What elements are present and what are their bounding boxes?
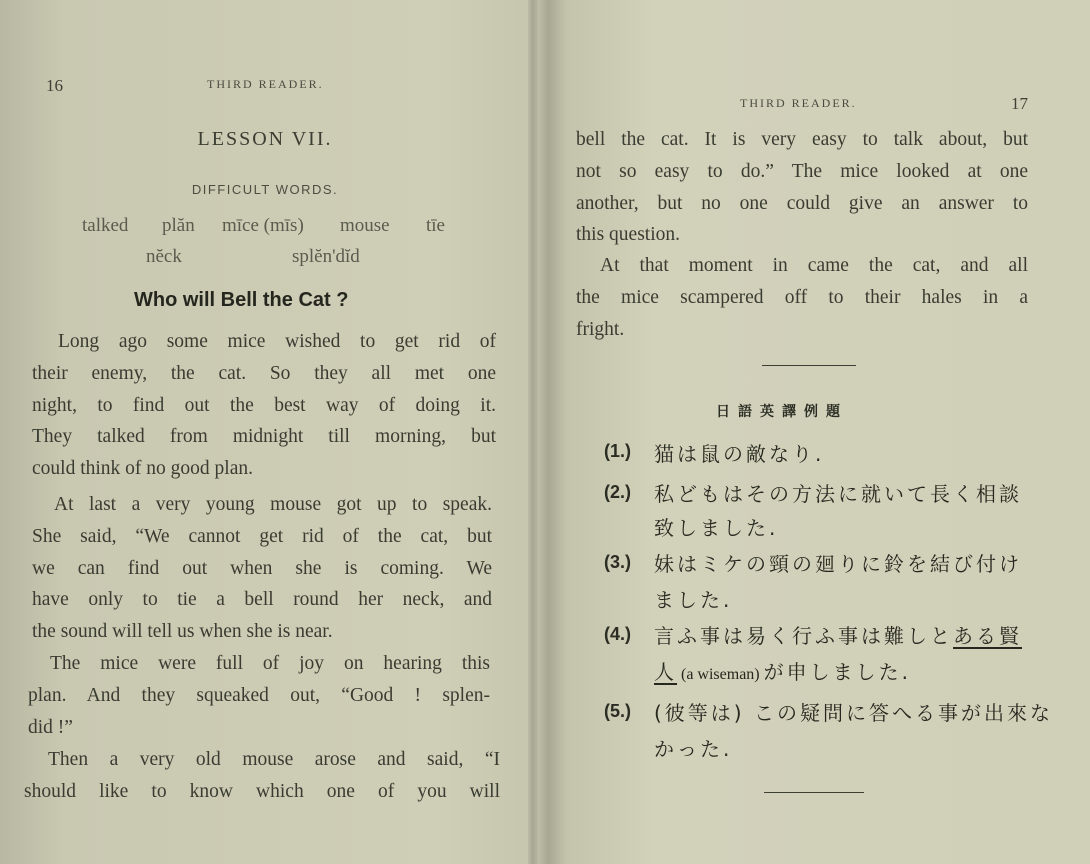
exercise-text-part: 言ふ事は易く行ふ事は難しと (654, 624, 953, 648)
text-line: did !” (28, 716, 73, 738)
text-line: not so easy to do.” The mice looked at one (576, 160, 1028, 182)
text-line: should like to know which one of you will (24, 780, 500, 802)
text-line: fright. (576, 318, 625, 340)
text-line: this question. (576, 224, 681, 246)
exercise-text: 致しました. (654, 516, 779, 540)
running-head-right: THIRD READER. (740, 96, 857, 110)
text-line: we can find out when she is coming. We (32, 557, 492, 579)
text-line: Then a very old mouse arose and said, “I (48, 749, 500, 770)
vocab-word: talked (82, 215, 129, 236)
exercise-text (654, 656, 911, 685)
underlined-phrase: 人 (654, 660, 677, 684)
exercise-number: (5.) (604, 701, 631, 721)
left-page (0, 0, 528, 864)
text-line: Long ago some mice wished to get rid of (58, 331, 496, 352)
paragraph (576, 124, 1028, 251)
paragraph (28, 648, 490, 743)
exercise-number: (1.) (604, 441, 631, 461)
english-gloss: (a wiseman) (677, 666, 764, 683)
page-number-left: 16 (46, 76, 63, 95)
text-line: bell the cat. It is very easy to talk about, but (576, 129, 1028, 150)
exercise-text: 妹はミケの頸の廻りに鈴を結び付け (654, 552, 1022, 576)
paragraph (32, 326, 496, 485)
exercise-title: 日語英譯例題 (716, 404, 848, 420)
underlined-phrase: ある賢 (953, 624, 1022, 648)
text-line: They talked from midnight till morning, but (32, 426, 496, 448)
text-line: night, to find out the best way of doing it. (32, 394, 496, 416)
exercise-number: (3.) (604, 552, 631, 572)
difficult-words-heading: DIFFICULT WORDS. (191, 182, 339, 197)
right-page (540, 0, 1090, 864)
section-divider (764, 792, 864, 793)
exercise-text-part: が申しました. (763, 660, 911, 684)
exercise-text (654, 620, 1022, 649)
running-head-left: THIRD READER. (207, 77, 324, 91)
exercise-text: ました. (654, 588, 733, 612)
book-gutter (528, 0, 538, 864)
text-line: She said, “We cannot get rid of the cat, but (32, 525, 492, 547)
paragraph (24, 744, 500, 808)
text-line: the sound will tell us when she is near. (32, 621, 333, 643)
text-line: their enemy, the cat. So they all met one (32, 362, 496, 384)
text-line: another, but no one could give an answer to (576, 192, 1028, 214)
text-line: could think of no good plan. (32, 458, 253, 480)
text-line: At that moment in came the cat, and all (600, 255, 1028, 276)
vocab-word: mīce (mīs) (222, 215, 304, 236)
vocab-word: plăn (162, 215, 195, 236)
text-line: At last a very young mouse got up to speak. (54, 494, 492, 515)
text-line: plan. And they squeaked out, “Good ! splen- (28, 684, 490, 706)
page-number-right: 17 (1011, 94, 1028, 113)
paragraph (576, 250, 1028, 345)
text-line: have only to tie a bell round her neck, and (32, 589, 492, 611)
story-title: Who will Bell the Cat ? (134, 289, 349, 311)
vocab-word: nĕck (146, 246, 182, 267)
exercise-text: (彼等は) この疑問に答へる事が出來な (654, 701, 1053, 725)
exercise-number: (2.) (604, 482, 631, 502)
text-line: The mice were full of joy on hearing this (50, 653, 490, 674)
exercise-text: 私どもはその方法に就いて長く相談 (654, 482, 1022, 506)
paragraph (32, 489, 492, 648)
lesson-title: LESSON VII. (197, 128, 333, 150)
exercise-number: (4.) (604, 624, 631, 644)
text-line: the mice scampered off to their hales in a (576, 286, 1028, 308)
vocab-word: mouse (340, 215, 390, 236)
exercise-text: 猫は鼠の敵なり. (654, 442, 825, 466)
section-divider (762, 365, 856, 366)
vocab-word: splĕn'dĭd (292, 246, 360, 267)
exercise-text: かった. (654, 737, 733, 761)
vocab-word: tīe (426, 215, 445, 236)
